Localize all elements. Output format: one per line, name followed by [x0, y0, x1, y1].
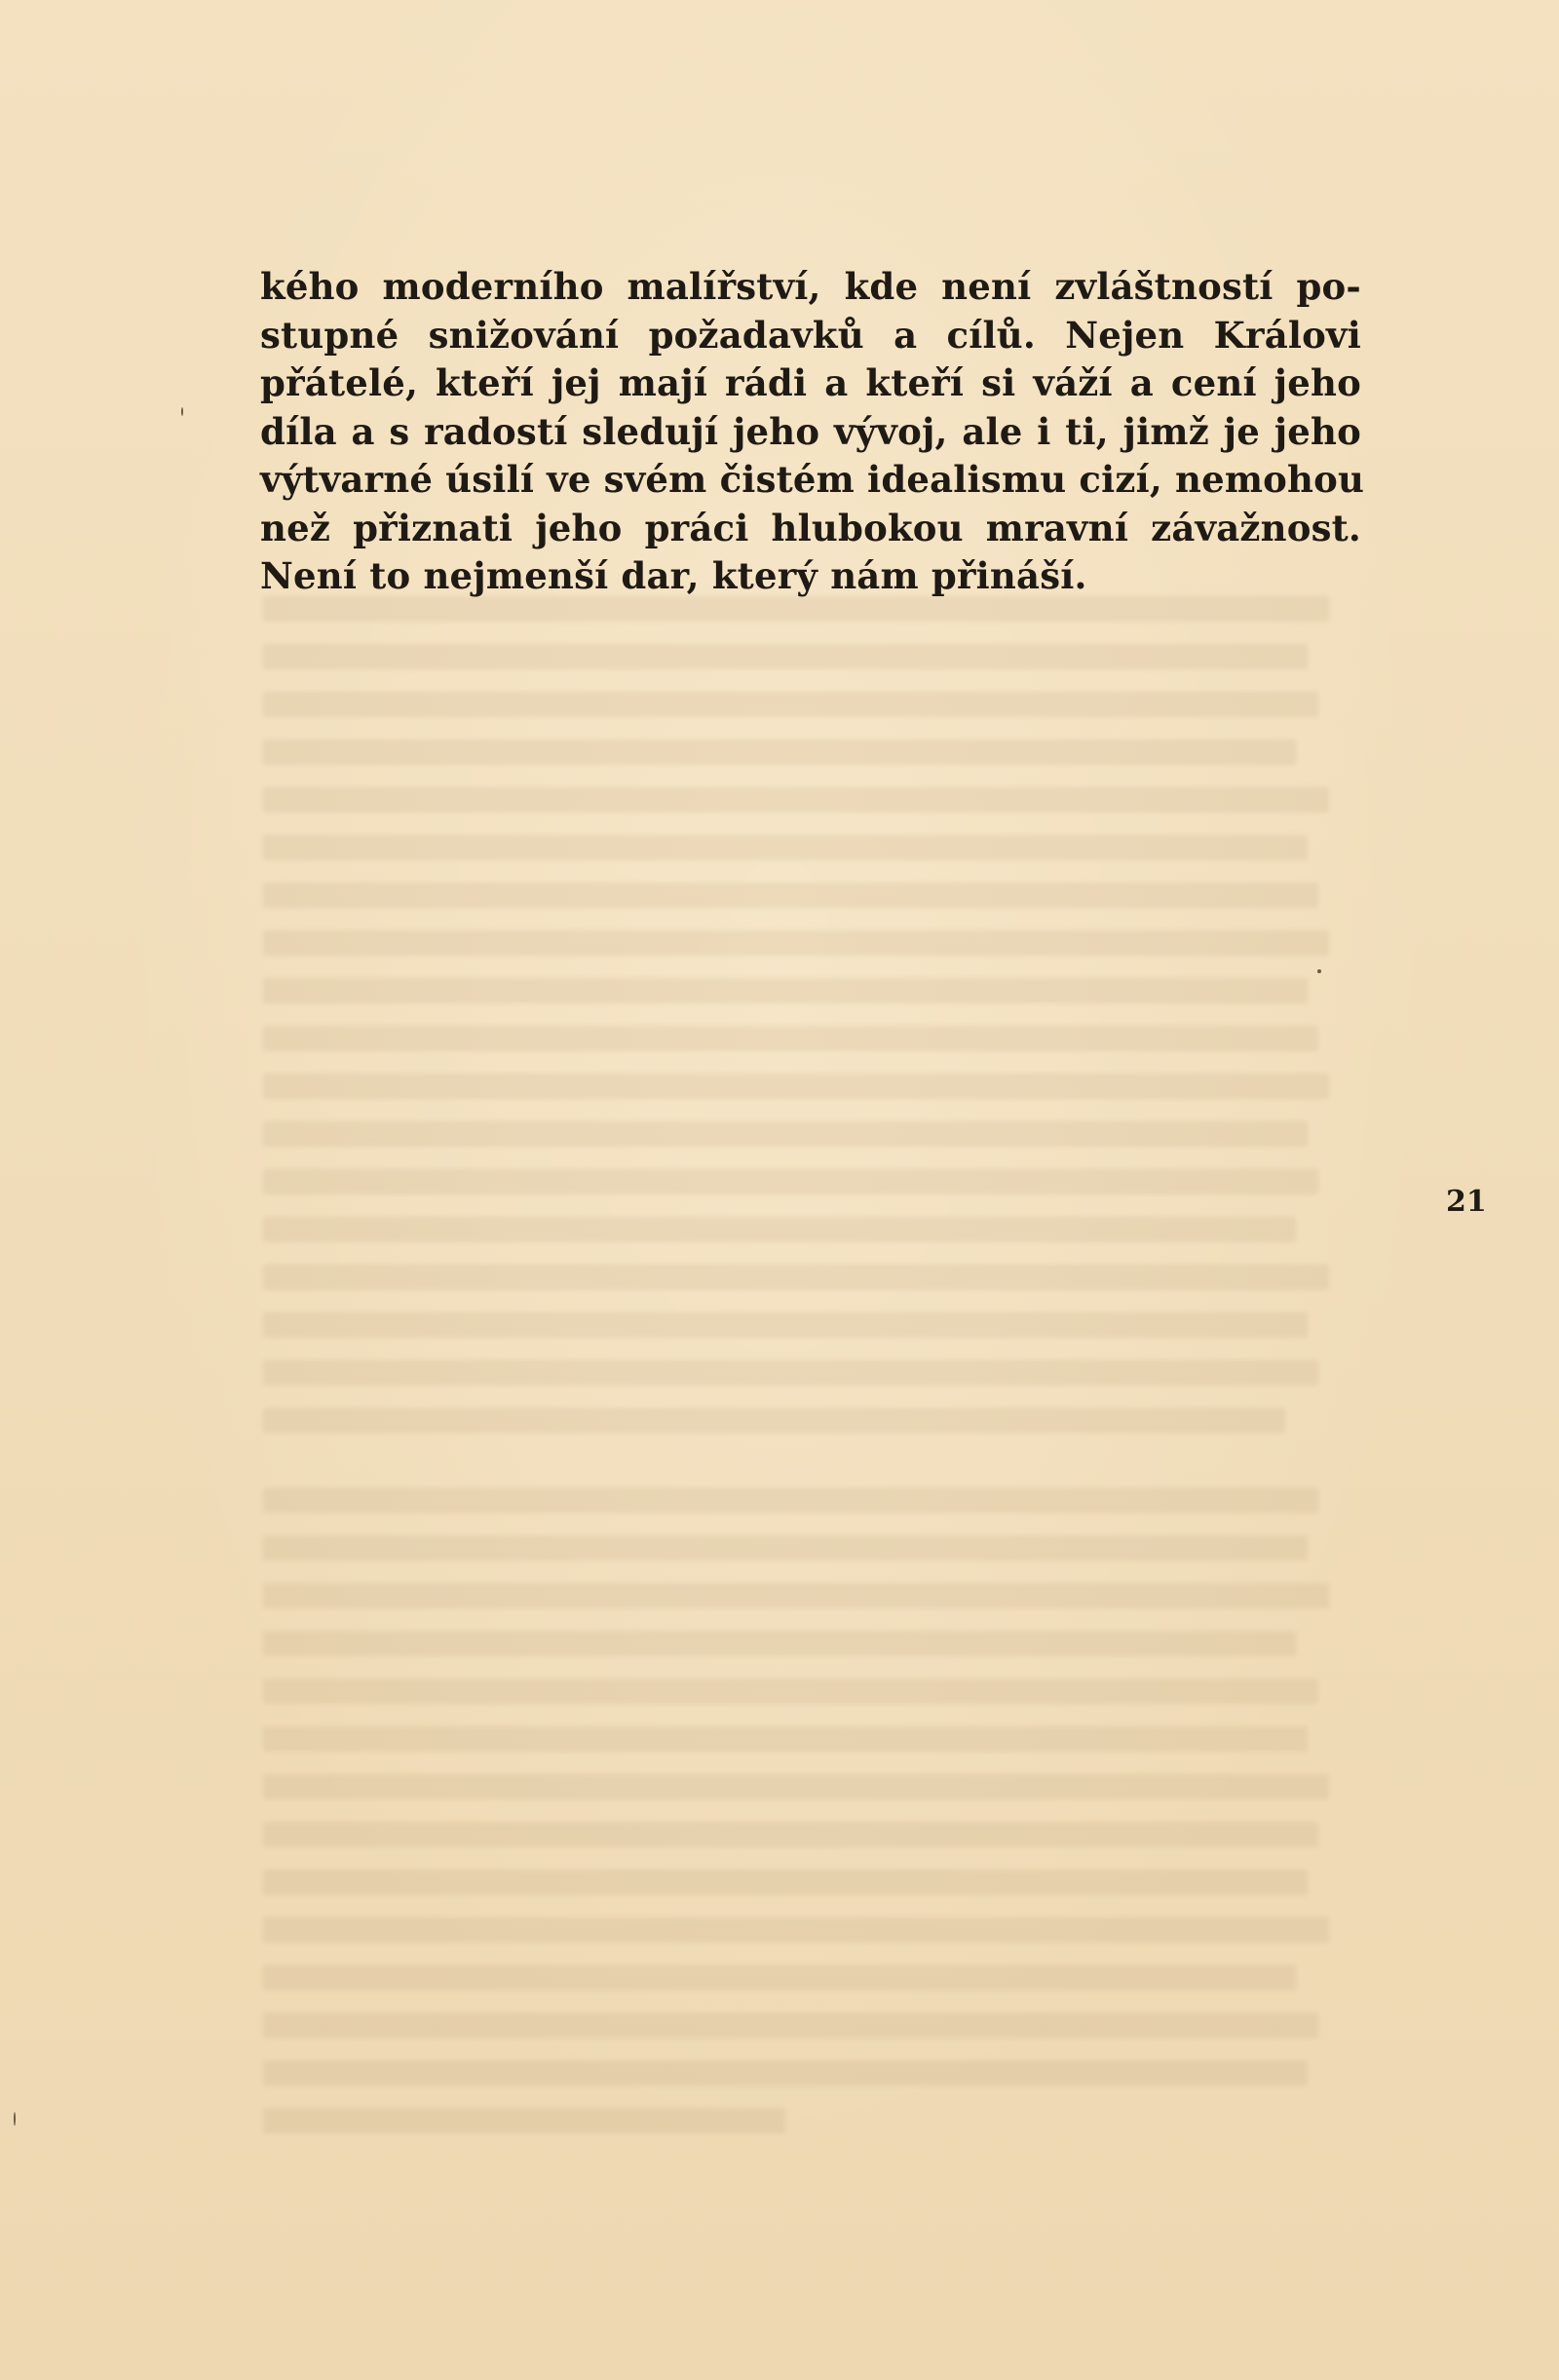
- bleed-through-line: [263, 1583, 1329, 1608]
- bleed-through-line: [263, 739, 1296, 765]
- bleed-through-line: [263, 1535, 1308, 1561]
- bleed-through-line: [263, 787, 1329, 812]
- bleed-through-line: [263, 1679, 1318, 1704]
- bleed-through-line: [263, 1965, 1296, 1990]
- bleed-through-line: [263, 1074, 1329, 1099]
- bleed-through-line: [263, 1312, 1308, 1338]
- text-line: přátelé, kteří jej mají rádi a kteří si váží a cení jeho: [260, 361, 1361, 404]
- bleed-through-text: [263, 596, 1374, 2087]
- text-line: Není to nejmenší dar, který nám přináší.: [260, 554, 1087, 597]
- bleed-through-line: [263, 2060, 1308, 2086]
- paper-speck: [14, 2112, 16, 2126]
- text-line: kého moderního malířství, kde není zvláštností po-: [260, 265, 1361, 308]
- bleed-through-line: [263, 1121, 1308, 1147]
- bleed-through-line: [263, 692, 1318, 717]
- bleed-through-line: [263, 1774, 1329, 1799]
- bleed-through-line: [263, 1822, 1318, 1847]
- bleed-through-line: [263, 883, 1318, 908]
- bleed-through-line: [263, 2108, 785, 2134]
- bleed-through-line: [263, 1631, 1296, 1656]
- bleed-through-line: [263, 1360, 1318, 1385]
- paper-speck: [181, 407, 183, 416]
- body-text: [260, 263, 1365, 601]
- bleed-through-line: [263, 1169, 1318, 1194]
- text-line: stupné snižování požadavků a cílů. Nejen Královi: [260, 313, 1361, 357]
- bleed-through-line: [263, 1726, 1308, 1752]
- bleed-through-line: [263, 1408, 1285, 1433]
- bleed-through-line: [263, 1265, 1329, 1290]
- page-number: 21: [1446, 1185, 1487, 1219]
- bleed-through-paragraph: [263, 1488, 1374, 2134]
- bleed-through-line: [263, 2013, 1318, 2038]
- text-line: výtvarné úsilí ve svém čistém idealismu cizí, nemohou: [260, 458, 1365, 501]
- bleed-through-line: [263, 835, 1308, 860]
- paper-speck: [1317, 969, 1321, 973]
- text-line: díla a s radostí sledují jeho vývoj, ale i ti, jimž je jeho: [260, 409, 1361, 453]
- bleed-through-line: [263, 1870, 1308, 1895]
- bleed-through-line: [263, 1217, 1296, 1242]
- bleed-through-line: [263, 978, 1308, 1003]
- bleed-through-line: [263, 1488, 1318, 1513]
- bleed-through-paragraph: [263, 596, 1374, 1433]
- text-line: než přiznati jeho práci hlubokou mravní závažnost.: [260, 506, 1361, 549]
- bleed-through-line: [263, 644, 1308, 669]
- bleed-through-line: [263, 930, 1329, 956]
- bleed-through-line: [263, 1917, 1329, 1943]
- bleed-through-line: [263, 1026, 1318, 1051]
